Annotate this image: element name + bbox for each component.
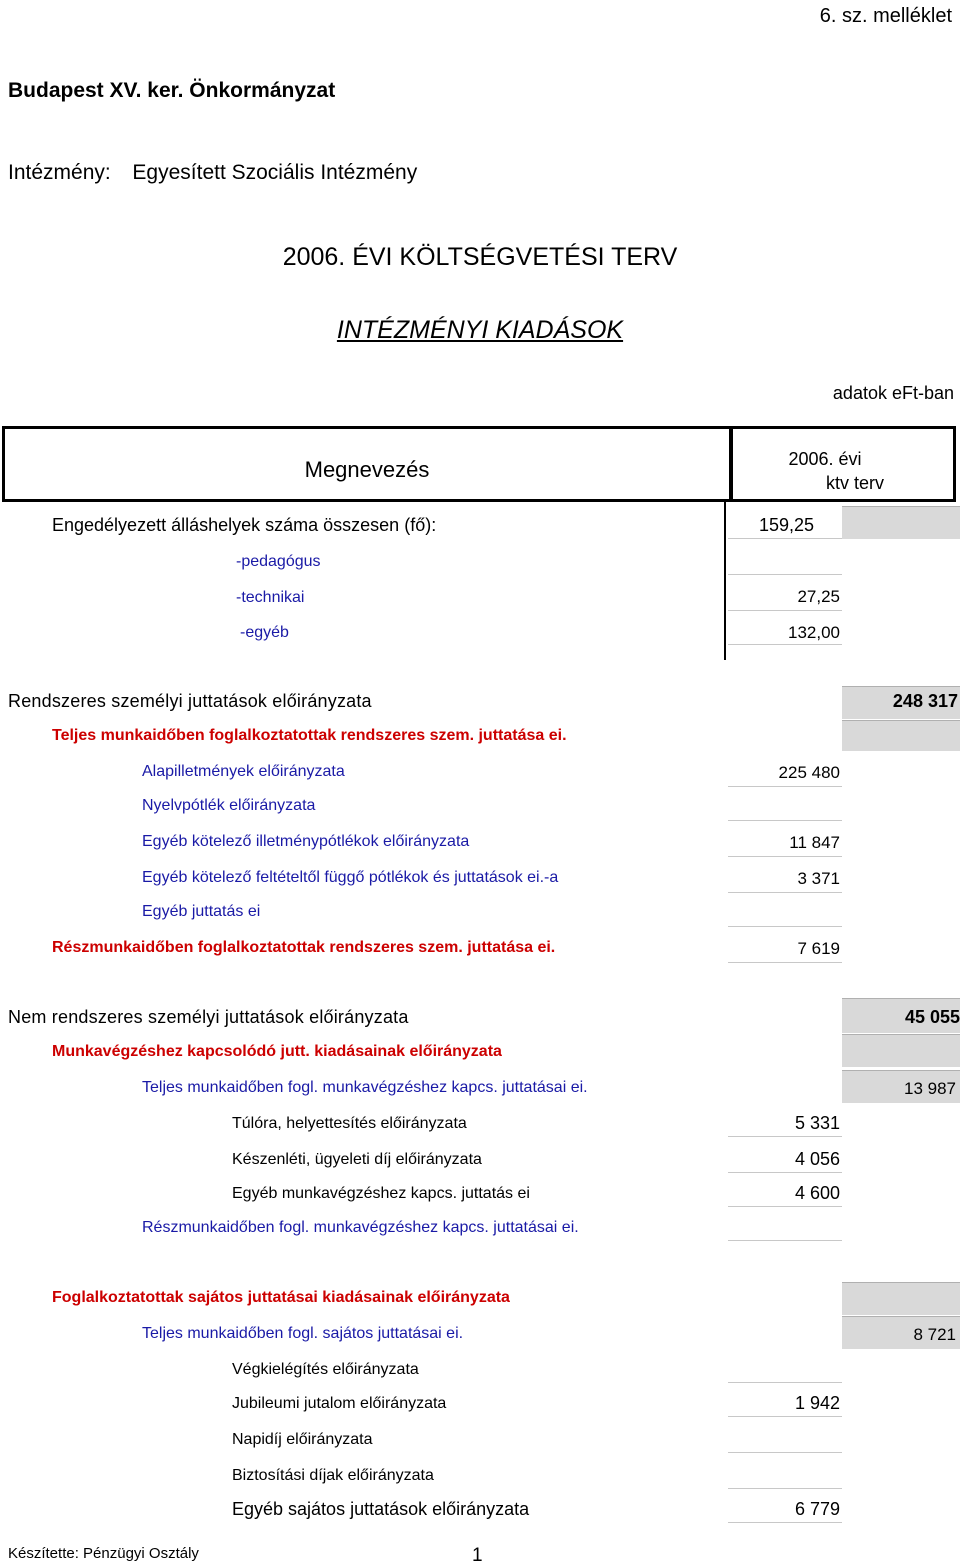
- organization-name: Budapest XV. ker. Önkormányzat: [8, 79, 336, 102]
- regular-item-value: 11 847: [789, 833, 840, 852]
- staff-total-value: 159,25: [758, 515, 814, 535]
- special-fulltime-label: Teljes munkaidőben fogl. sajátos juttatásai ei.: [142, 1325, 464, 1342]
- work-item-label: Túlóra, helyettesítés előirányzata: [232, 1115, 467, 1132]
- regular-parttime-label: Részmunkaidőben foglalkoztatottak rendszeres szem. juttatása ei.: [52, 939, 556, 956]
- regular-label: Rendszeres személyi juttatások előirányzata: [8, 691, 372, 711]
- page-number: 1: [472, 1545, 483, 1566]
- special-fulltime-value: 8 721: [913, 1325, 956, 1344]
- year-column-header: [735, 447, 955, 495]
- sub-title: INTÉZMÉNYI KIADÁSOK: [336, 316, 624, 344]
- unit-note: adatok eFt-ban: [832, 383, 954, 403]
- name-column-header: Megnevezés: [304, 457, 430, 482]
- plan-title: 2006. ÉVI KÖLTSÉGVETÉSI TERV: [282, 243, 678, 271]
- staff-gray-cell: [842, 506, 960, 539]
- footer-prepared-by: Készítette: Pénzügyi Osztály: [8, 1545, 199, 1562]
- staff-item-label: -pedagógus: [236, 553, 321, 570]
- work-gray-cell: [842, 1034, 960, 1067]
- table-header: [2, 426, 956, 502]
- institution-name: Egyesített Szociális Intézmény: [132, 161, 418, 184]
- staff-item-value: 27,25: [797, 587, 840, 606]
- work-item-value: 5 331: [794, 1113, 840, 1133]
- staff-item-value: 132,00: [788, 623, 840, 642]
- year-column-line1: 2006. évi: [788, 449, 862, 469]
- regular-item-label: Nyelvpótlék előirányzata: [142, 797, 316, 814]
- work-fulltime-label: Teljes munkaidőben fogl. munkavégzéshez kapcs. juttatásai ei.: [142, 1079, 588, 1096]
- institution-label: Intézmény:: [8, 161, 111, 184]
- staff-divider: [724, 502, 726, 660]
- nonregular-label: Nem rendszeres személyi juttatások előirányzata: [8, 1007, 409, 1027]
- work-parttime-label: Részmunkaidőben fogl. munkavégzéshez kapcs. juttatásai ei.: [142, 1219, 579, 1236]
- regular-item-label: Egyéb kötelező illetménypótlékok előirányzata: [142, 833, 470, 850]
- special-item-value: 1 942: [794, 1393, 840, 1413]
- header-divider: [729, 429, 733, 499]
- work-item-label: Készenléti, ügyeleti díj előirányzata: [232, 1151, 482, 1168]
- special-label: Foglalkoztatottak sajátos juttatásai kiadásainak előirányzata: [52, 1289, 510, 1306]
- regular-fulltime-cell: [842, 720, 960, 751]
- special-item-value: 6 779: [794, 1499, 840, 1519]
- staff-item-label: -technikai: [236, 589, 305, 606]
- special-item-label: Napidíj előirányzata: [232, 1431, 373, 1448]
- special-item-label: Jubileumi jutalom előirányzata: [232, 1395, 447, 1412]
- work-item-value: 4 600: [794, 1183, 840, 1203]
- regular-parttime-value: 7 619: [797, 939, 840, 958]
- special-item-label: Biztosítási díjak előirányzata: [232, 1467, 434, 1484]
- work-item-label: Egyéb munkavégzéshez kapcs. juttatás ei: [232, 1185, 530, 1202]
- regular-item-value: 225 480: [778, 763, 840, 782]
- staff-total-label: Engedélyezett álláshelyek száma összesen (fő):: [52, 515, 437, 535]
- nonregular-total: 45 055: [904, 1007, 960, 1027]
- institution-line: [8, 162, 417, 183]
- staff-item-label: -egyéb: [240, 624, 289, 641]
- regular-fulltime-label: Teljes munkaidőben foglalkoztatottak rendszeres szem. juttatása ei.: [52, 727, 567, 744]
- regular-item-label: Alapilletmények előirányzata: [142, 763, 345, 780]
- special-gray-cell: [842, 1282, 960, 1315]
- year-column-line2: ktv terv: [825, 473, 884, 493]
- annex-label: 6. sz. melléklet: [819, 5, 952, 27]
- work-label: Munkavégzéshez kapcsolódó jutt. kiadásainak előirányzata: [52, 1043, 502, 1060]
- special-item-label: Egyéb sajátos juttatások előirányzata: [232, 1499, 530, 1519]
- regular-total: 248 317: [892, 691, 958, 711]
- regular-item-label: Egyéb kötelező feltételtől függő pótlékok és juttatások ei.-a: [142, 869, 559, 886]
- work-fulltime-value: 13 987: [904, 1079, 956, 1098]
- regular-item-label: Egyéb juttatás ei: [142, 903, 261, 920]
- regular-item-value: 3 371: [797, 869, 840, 888]
- work-item-value: 4 056: [794, 1149, 840, 1169]
- special-item-label: Végkielégítés előirányzata: [232, 1361, 419, 1378]
